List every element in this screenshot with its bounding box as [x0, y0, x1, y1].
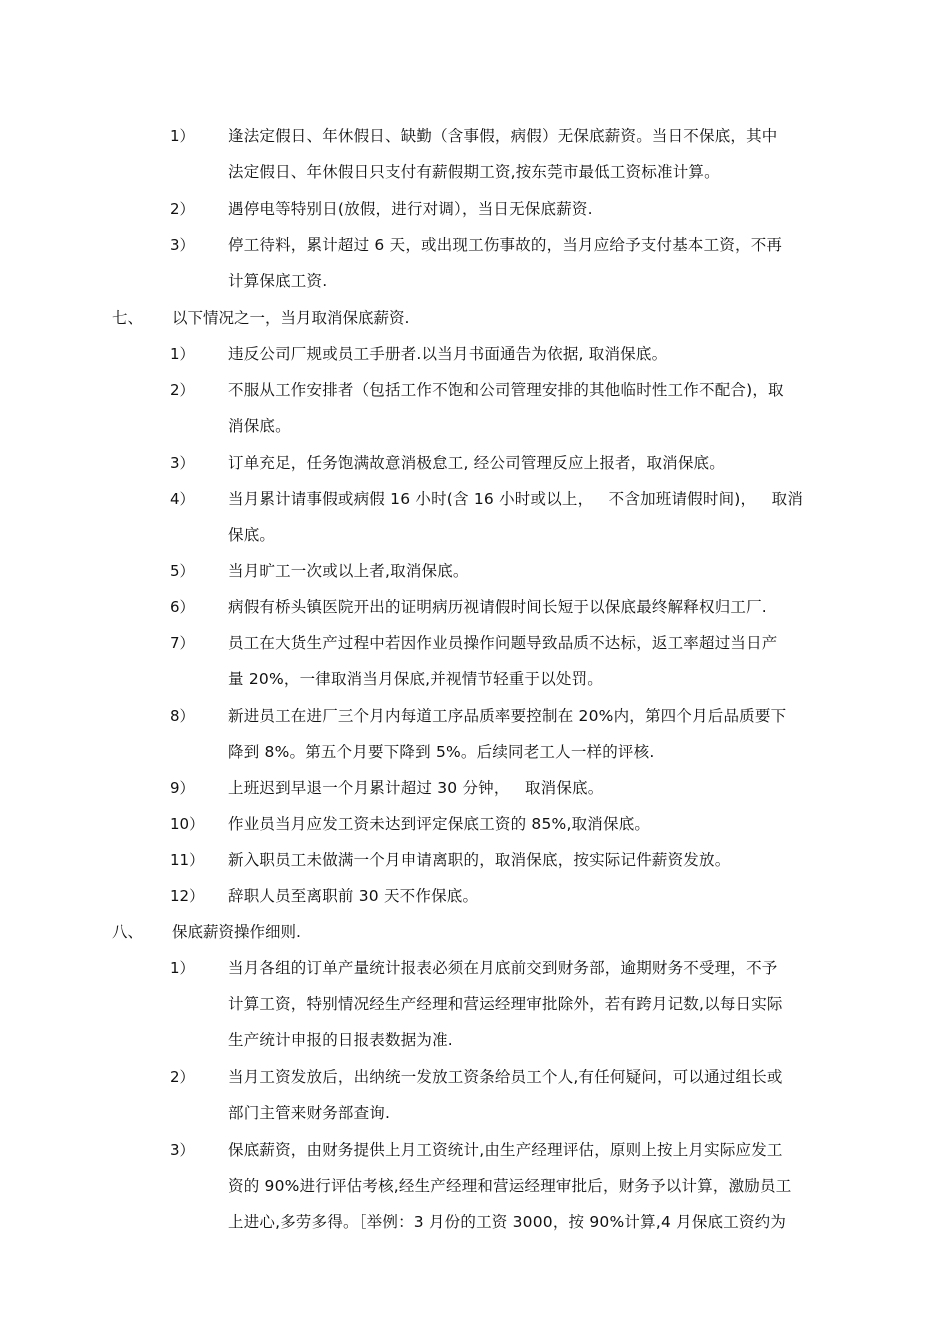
item-text	[228, 191, 852, 227]
item-number: 3）	[170, 236, 195, 254]
item-text	[228, 553, 852, 589]
item-text	[228, 1132, 852, 1240]
item-line: 当月工资发放后，出纳统一发放工资条给员工个人,有任何疑问，可以通过组长或	[228, 1068, 783, 1086]
item-number: 4）	[170, 490, 195, 508]
item-text	[228, 372, 852, 444]
item-line: 部门主管来财务部查询.	[228, 1104, 391, 1122]
item-text	[228, 118, 852, 190]
item-line: 当月累计请事假或病假 16 小时(含 16 小时或以上， 不含加班请假时间)， 取消	[228, 490, 804, 508]
item-line: 降到 8%。第五个月要下降到 5%。后续同老工人一样的评核.	[228, 743, 655, 761]
item-number: 3）	[170, 454, 195, 472]
item-line: 作业员当月应发工资未达到评定保底工资的 85%,取消保底。	[228, 815, 651, 833]
item-number: 1）	[170, 959, 195, 977]
item-text	[228, 589, 852, 625]
item-line: 上进心,多劳多得。［举例：3 月份的工资 3000，按 90%计算,4 月保底工资约为	[228, 1213, 787, 1231]
item-line: 计算工资，特别情况经生产经理和营运经理审批除外，若有跨月记数,以每日实际	[228, 995, 783, 1013]
item-text	[228, 445, 852, 481]
item-line: 当月旷工一次或以上者,取消保底。	[228, 562, 469, 580]
item-number: 5）	[170, 562, 195, 580]
item-text	[228, 950, 852, 1058]
item-line: 员工在大货生产过程中若因作业员操作问题导致品质不达标，返工率超过当日产	[228, 634, 778, 652]
item-line: 消保底。	[228, 417, 291, 435]
item-text	[228, 336, 852, 372]
item-text	[228, 806, 852, 842]
item-line: 遇停电等特别日(放假，进行对调），当日无保底薪资.	[228, 200, 593, 218]
item-number: 3）	[170, 1141, 195, 1159]
item-line: 上班迟到早退一个月累计超过 30 分钟， 取消保底。	[228, 779, 604, 797]
item-line: 生产统计申报的日报表数据为准.	[228, 1031, 453, 1049]
item-number: 10）	[170, 815, 205, 833]
section-number: 八、	[112, 923, 144, 941]
item-text	[228, 770, 852, 806]
item-text	[228, 842, 852, 878]
item-text	[228, 878, 852, 914]
item-line: 停工待料，累计超过 6 天，或出现工伤事故的，当月应给予支付基本工资，不再	[228, 236, 783, 254]
item-line: 订单充足，任务饱满故意消极怠工, 经公司管理反应上报者，取消保底。	[228, 454, 725, 472]
item-line: 逢法定假日、年休假日、缺勤（含事假，病假）无保底薪资。当日不保底，其中	[228, 127, 778, 145]
item-line: 法定假日、年休假日只支付有薪假期工资,按东莞市最低工资标准计算。	[228, 163, 720, 181]
item-text	[228, 481, 852, 553]
item-number: 1）	[170, 345, 195, 363]
item-line: 不服从工作安排者（包括工作不饱和公司管理安排的其他临时性工作不配合)，取	[228, 381, 784, 399]
item-number: 9）	[170, 779, 195, 797]
item-text	[228, 625, 852, 697]
item-line: 违反公司厂规或员工手册者.以当月书面通告为依据, 取消保底。	[228, 345, 668, 363]
item-number: 2）	[170, 200, 195, 218]
item-number: 2）	[170, 381, 195, 399]
item-line: 量 20%，一律取消当月保底,并视情节轻重于以处罚。	[228, 670, 604, 688]
item-line: 病假有桥头镇医院开出的证明病历视请假时间长短于以保底最终解释权归工厂.	[228, 598, 767, 616]
section-title: 保底薪资操作细则.	[172, 923, 301, 941]
item-number: 11）	[170, 851, 205, 869]
item-number: 6）	[170, 598, 195, 616]
item-line: 当月各组的订单产量统计报表必须在月底前交到财务部，逾期财务不受理，不予	[228, 959, 778, 977]
item-number: 7）	[170, 634, 195, 652]
item-line: 保底薪资，由财务提供上月工资统计,由生产经理评估，原则上按上月实际应发工	[228, 1141, 783, 1159]
item-line: 新进员工在进厂三个月内每道工序品质率要控制在 20%内，第四个月后品质要下	[228, 707, 787, 725]
item-text	[228, 227, 852, 299]
item-number: 8）	[170, 707, 195, 725]
item-line: 辞职人员至离职前 30 天不作保底。	[228, 887, 479, 905]
item-number: 12）	[170, 887, 205, 905]
item-line: 计算保底工资.	[228, 272, 328, 290]
item-line: 保底。	[228, 526, 276, 544]
section-number: 七、	[112, 309, 144, 327]
item-text	[228, 698, 852, 770]
item-line: 资的 90%进行评估考核,经生产经理和营运经理审批后，财务予以计算，激励员工	[228, 1177, 792, 1195]
item-number: 2）	[170, 1068, 195, 1086]
item-number: 1）	[170, 127, 195, 145]
section-title: 以下情况之一，当月取消保底薪资.	[172, 309, 410, 327]
item-text	[228, 1059, 852, 1131]
item-line: 新入职员工未做满一个月申请离职的，取消保底，按实际记件薪资发放。	[228, 851, 731, 869]
